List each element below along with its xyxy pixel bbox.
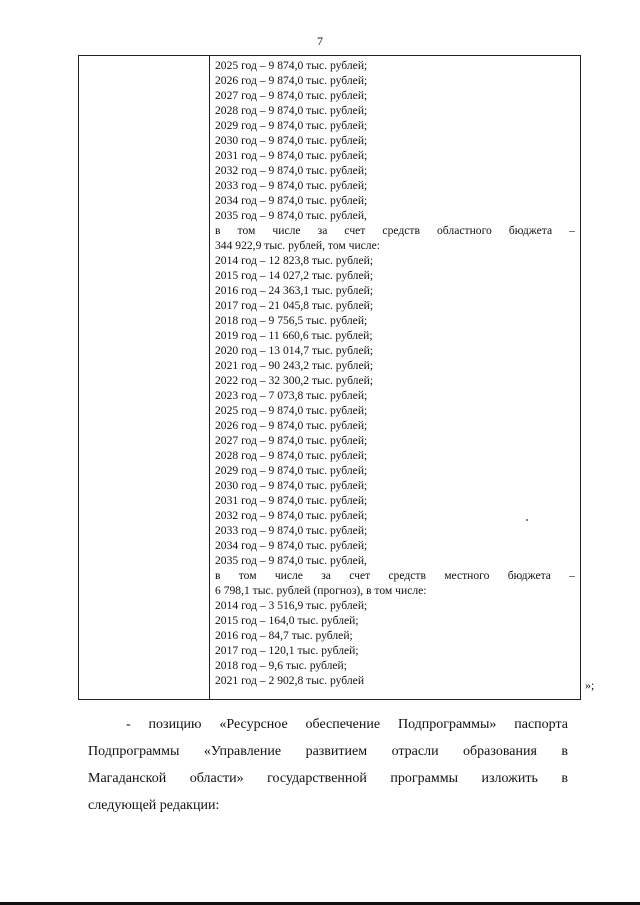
paragraph-line: Магаданской области» государственной программы изложить в — [88, 771, 568, 786]
funding-line: 2035 год – 9 874,0 тыс. рублей, — [215, 554, 367, 567]
funding-line: 2025 год – 9 874,0 тыс. рублей; — [215, 59, 368, 72]
closing-quote-mark: »; — [585, 678, 595, 692]
funding-line: 2017 год – 120,1 тыс. рублей; — [215, 644, 359, 657]
funding-line: 2021 год – 90 243,2 тыс. рублей; — [215, 359, 374, 372]
funding-line: 2031 год – 9 874,0 тыс. рублей; — [215, 149, 368, 162]
funding-line: 2026 год – 9 874,0 тыс. рублей; — [215, 419, 368, 432]
local-budget-heading: в том числе за счет средств местного бюджета – — [215, 569, 575, 582]
funding-line: 2016 год – 24 363,1 тыс. рублей; — [215, 284, 374, 297]
scan-speck — [526, 519, 528, 521]
funding-line: 2014 год – 3 516,9 тыс. рублей; — [215, 599, 368, 612]
funding-line: 2028 год – 9 874,0 тыс. рублей; — [215, 449, 368, 462]
funding-line: 2032 год – 9 874,0 тыс. рублей; — [215, 509, 368, 522]
funding-line: 2027 год – 9 874,0 тыс. рублей; — [215, 434, 368, 447]
paragraph-line: Подпрограммы «Управление развитием отрасли образования в — [88, 744, 568, 759]
funding-line: 2022 год – 32 300,2 тыс. рублей; — [215, 374, 374, 387]
funding-line: 2025 год – 9 874,0 тыс. рублей; — [215, 404, 368, 417]
funding-line: 2017 год – 21 045,8 тыс. рублей; — [215, 299, 374, 312]
funding-line: 2015 год – 164,0 тыс. рублей; — [215, 614, 359, 627]
funding-line: 2029 год – 9 874,0 тыс. рублей; — [215, 464, 368, 477]
table-column-divider — [209, 55, 210, 700]
funding-line: 2021 год – 2 902,8 тыс. рублей — [215, 674, 365, 687]
funding-line: 2014 год – 12 823,8 тыс. рублей; — [215, 254, 374, 267]
resource-funding-cell — [215, 58, 575, 688]
page-number: 7 — [317, 34, 323, 48]
funding-line: 2030 год – 9 874,0 тыс. рублей; — [215, 479, 368, 492]
funding-line: 2029 год – 9 874,0 тыс. рублей; — [215, 119, 368, 132]
funding-line: 2018 год – 9,6 тыс. рублей; — [215, 659, 347, 672]
funding-line: 2026 год – 9 874,0 тыс. рублей; — [215, 74, 368, 87]
funding-line: 2032 год – 9 874,0 тыс. рублей; — [215, 164, 368, 177]
funding-line: 2018 год – 9 756,5 тыс. рублей; — [215, 314, 368, 327]
amendment-paragraph — [88, 711, 568, 819]
funding-line: 2033 год – 9 874,0 тыс. рублей; — [215, 524, 368, 537]
funding-line: 2031 год – 9 874,0 тыс. рублей; — [215, 494, 368, 507]
funding-line: 2023 год – 7 073,8 тыс. рублей; — [215, 389, 368, 402]
funding-line: 2020 год – 13 014,7 тыс. рублей; — [215, 344, 374, 357]
funding-line: 2034 год – 9 874,0 тыс. рублей; — [215, 539, 368, 552]
funding-line: 2019 год – 11 660,6 тыс. рублей; — [215, 329, 373, 342]
funding-line: 2015 год – 14 027,2 тыс. рублей; — [215, 269, 374, 282]
funding-line: 2033 год – 9 874,0 тыс. рублей; — [215, 179, 368, 192]
regional-budget-total: 344 922,9 тыс. рублей, том числе: — [215, 239, 380, 252]
paragraph-line: - позицию «Ресурсное обеспечение Подпрограммы» паспорта — [126, 717, 568, 732]
funding-line: 2035 год – 9 874,0 тыс. рублей, — [215, 209, 367, 222]
local-budget-total: 6 798,1 тыс. рублей (прогноз), в том числе: — [215, 584, 427, 597]
funding-line: 2027 год – 9 874,0 тыс. рублей; — [215, 89, 368, 102]
regional-budget-heading: в том числе за счет средств областного бюджета – — [215, 224, 575, 237]
funding-line: 2016 год – 84,7 тыс. рублей; — [215, 629, 353, 642]
funding-line: 2030 год – 9 874,0 тыс. рублей; — [215, 134, 368, 147]
funding-line: 2028 год – 9 874,0 тыс. рублей; — [215, 104, 368, 117]
funding-line: 2034 год – 9 874,0 тыс. рублей; — [215, 194, 368, 207]
paragraph-line: следующей редакции: — [88, 798, 220, 813]
